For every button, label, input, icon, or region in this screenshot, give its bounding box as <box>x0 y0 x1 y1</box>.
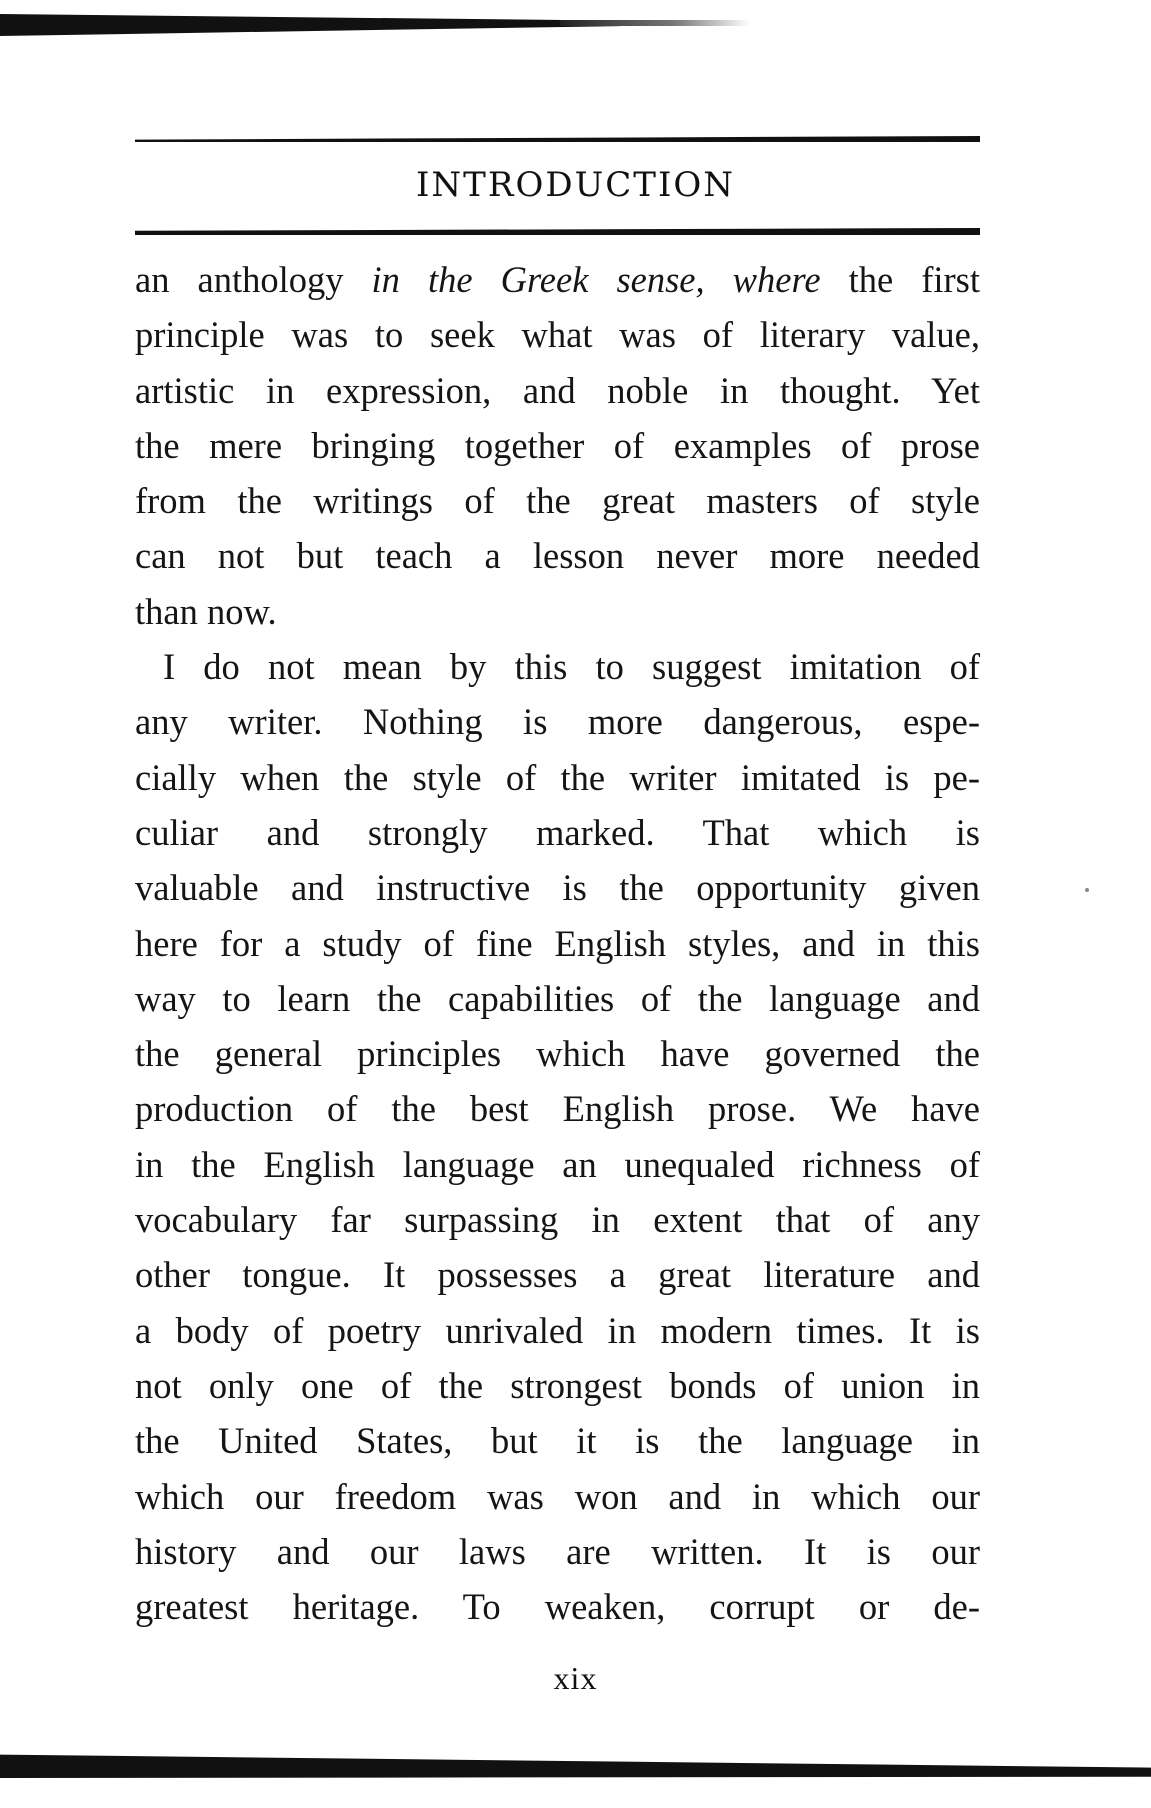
text-line: which our freedom was won and in which our <box>135 1475 980 1517</box>
text-line: in the English language an unequaled richness of <box>135 1143 980 1185</box>
scan-speck <box>1085 888 1089 892</box>
page-body <box>135 252 980 1634</box>
text-line: cially when the style of the writer imitated is pe- <box>135 756 980 798</box>
text-line: other tongue. It possesses a great literature and <box>135 1254 980 1296</box>
running-header: INTRODUCTION <box>416 165 735 205</box>
text-line: I do not mean by this to suggest imitation of <box>163 646 980 688</box>
text-line: vocabulary far surpassing in extent that of any <box>135 1199 980 1241</box>
text-line: the general principles which have governed the <box>135 1033 980 1075</box>
page-number: xix <box>553 1660 598 1696</box>
text-line: principle was to seek what was of literary value, <box>135 314 980 356</box>
text-line: history and our laws are written. It is our <box>135 1530 980 1572</box>
paragraph-1 <box>135 252 980 639</box>
text-line: a body of poetry unrivaled in modern times. It is <box>135 1309 980 1351</box>
text-line: artistic in expression, and noble in thought. Yet <box>135 369 980 411</box>
text-line: not only one of the strongest bonds of union in <box>135 1364 980 1406</box>
text-line: valuable and instructive is the opportunity given <box>135 867 980 909</box>
text-line: greatest heritage. To weaken, corrupt or de- <box>135 1586 980 1628</box>
text-line: from the writings of the great masters of style <box>135 480 980 522</box>
text-line: culiar and strongly marked. That which is <box>135 811 980 853</box>
text-line: here for a study of fine English styles, and in this <box>135 922 980 964</box>
scan-edge-top-tail <box>560 20 750 26</box>
header-rule-top <box>135 136 980 142</box>
text-line: an anthology in the Greek sense, where the first <box>135 259 981 300</box>
text-line: can not but teach a lesson never more needed <box>135 535 980 577</box>
scan-edge-top <box>0 14 620 36</box>
text-line: any writer. Nothing is more dangerous, espe- <box>135 701 980 743</box>
text-line: way to learn the capabilities of the language and <box>135 977 980 1019</box>
text-line: than now. <box>135 590 277 632</box>
text-line: the mere bringing together of examples of prose <box>135 424 980 466</box>
italic-phrase: in the Greek sense, where <box>371 259 821 300</box>
text-line: the United States, but it is the language in <box>135 1420 980 1462</box>
paragraph-2 <box>135 639 980 1634</box>
header-rule-bottom <box>135 228 980 235</box>
text-line: production of the best English prose. We have <box>135 1088 980 1130</box>
scan-edge-bottom <box>0 1752 1151 1778</box>
